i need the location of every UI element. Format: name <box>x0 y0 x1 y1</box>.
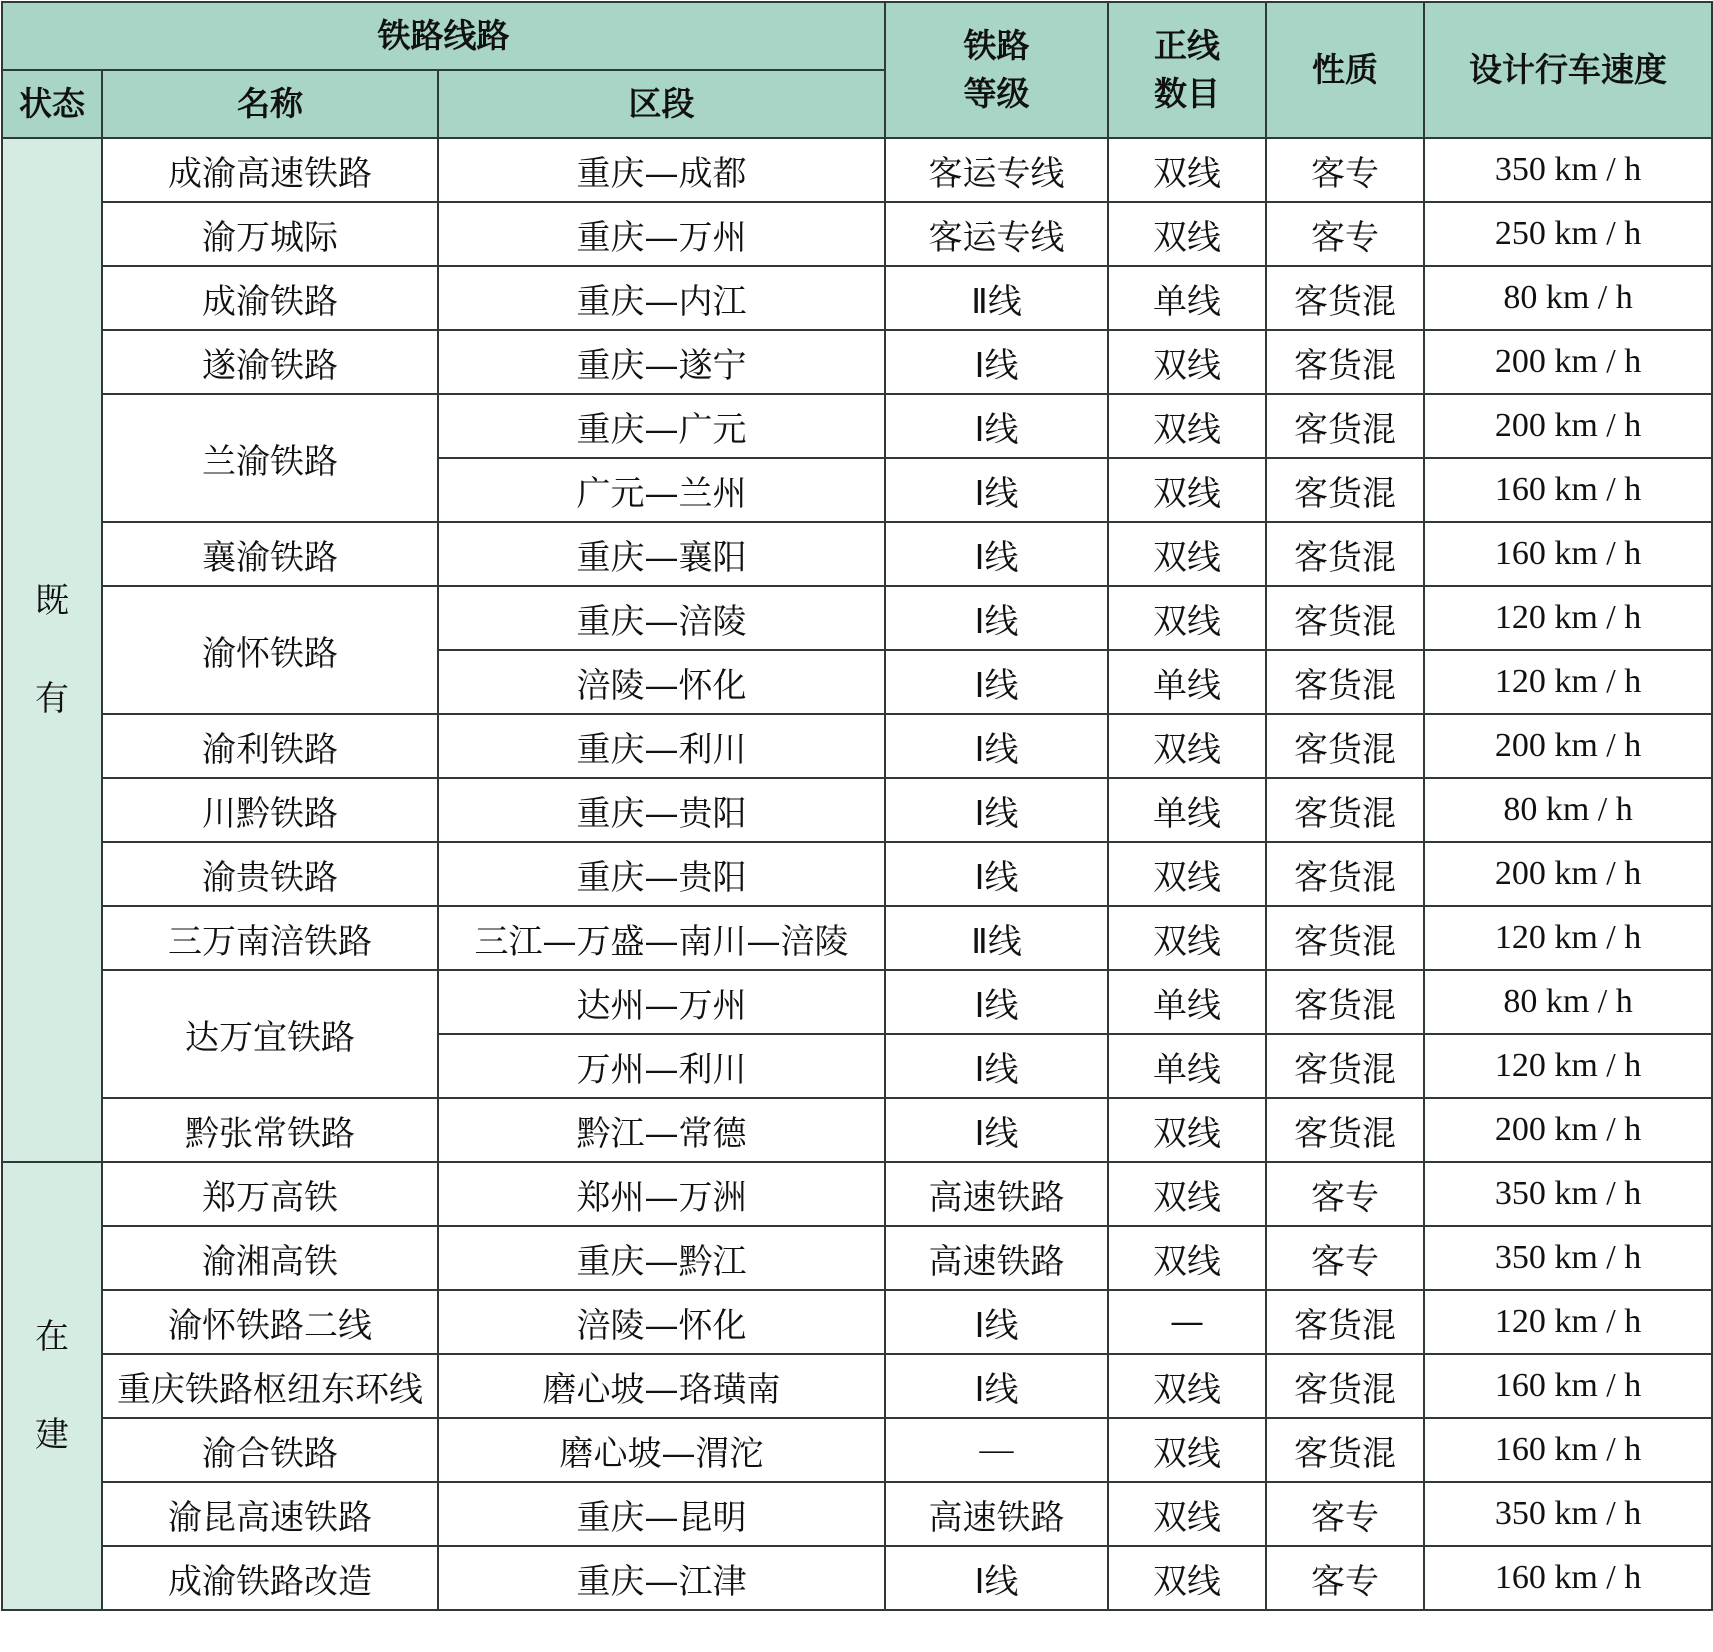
tracks-cell: 单线 <box>1108 1034 1266 1098</box>
status-cell: 既 有 <box>2 138 102 1162</box>
nature-cell: 客货混 <box>1266 458 1424 522</box>
table-row <box>2 714 1712 778</box>
speed-cell: 200 km / h <box>1424 394 1712 458</box>
tracks-cell: 单线 <box>1108 970 1266 1034</box>
tracks-cell: 双线 <box>1108 714 1266 778</box>
nature-cell: 客专 <box>1266 1162 1424 1226</box>
section-cell: 磨心坡—珞璜南 <box>438 1354 885 1418</box>
speed-cell: 160 km / h <box>1424 1354 1712 1418</box>
section-cell: 重庆—江津 <box>438 1546 885 1610</box>
speed-cell: 160 km / h <box>1424 1418 1712 1482</box>
header-railway-line: 铁路线路 <box>2 2 885 70</box>
header-grade <box>885 2 1108 138</box>
tracks-cell: — <box>1108 1290 1266 1354</box>
nature-cell: 客货混 <box>1266 1290 1424 1354</box>
nature-cell: 客货混 <box>1266 394 1424 458</box>
section-cell: 重庆—利川 <box>438 714 885 778</box>
line-name-cell: 渝万城际 <box>102 202 438 266</box>
tracks-cell: 双线 <box>1108 586 1266 650</box>
tracks-cell: 双线 <box>1108 394 1266 458</box>
table-body <box>2 138 1712 1610</box>
section-cell: 重庆—黔江 <box>438 1226 885 1290</box>
grade-cell: Ⅰ线 <box>885 650 1108 714</box>
nature-cell: 客货混 <box>1266 586 1424 650</box>
grade-cell: — <box>885 1418 1108 1482</box>
nature-cell: 客专 <box>1266 138 1424 202</box>
header-speed: 设计行车速度 <box>1424 2 1712 138</box>
nature-cell: 客专 <box>1266 1546 1424 1610</box>
section-cell: 涪陵—怀化 <box>438 650 885 714</box>
grade-cell: Ⅰ线 <box>885 714 1108 778</box>
nature-cell: 客专 <box>1266 1226 1424 1290</box>
table-row <box>2 394 1712 458</box>
tracks-cell: 双线 <box>1108 842 1266 906</box>
line-name-cell: 渝贵铁路 <box>102 842 438 906</box>
line-name-cell: 渝怀铁路 <box>102 586 438 714</box>
table-row <box>2 266 1712 330</box>
line-name-cell: 重庆铁路枢纽东环线 <box>102 1354 438 1418</box>
nature-cell: 客货混 <box>1266 778 1424 842</box>
speed-cell: 120 km / h <box>1424 1290 1712 1354</box>
grade-cell: Ⅰ线 <box>885 1546 1108 1610</box>
section-cell: 重庆—内江 <box>438 266 885 330</box>
line-name-cell: 成渝铁路改造 <box>102 1546 438 1610</box>
grade-cell: 高速铁路 <box>885 1226 1108 1290</box>
nature-cell: 客货混 <box>1266 970 1424 1034</box>
nature-cell: 客货混 <box>1266 1354 1424 1418</box>
speed-cell: 160 km / h <box>1424 458 1712 522</box>
nature-cell: 客货混 <box>1266 650 1424 714</box>
speed-cell: 120 km / h <box>1424 906 1712 970</box>
grade-cell: Ⅰ线 <box>885 1290 1108 1354</box>
tracks-cell: 双线 <box>1108 138 1266 202</box>
nature-cell: 客货混 <box>1266 842 1424 906</box>
line-name-cell: 三万南涪铁路 <box>102 906 438 970</box>
table-row <box>2 586 1712 650</box>
section-cell: 重庆—贵阳 <box>438 842 885 906</box>
tracks-cell: 单线 <box>1108 266 1266 330</box>
tracks-cell: 双线 <box>1108 1226 1266 1290</box>
grade-cell: Ⅰ线 <box>885 394 1108 458</box>
nature-cell: 客专 <box>1266 1482 1424 1546</box>
table-row <box>2 842 1712 906</box>
section-cell: 黔江—常德 <box>438 1098 885 1162</box>
section-cell: 重庆—襄阳 <box>438 522 885 586</box>
table-row <box>2 778 1712 842</box>
line-name-cell: 襄渝铁路 <box>102 522 438 586</box>
grade-cell: Ⅰ线 <box>885 842 1108 906</box>
line-name-cell: 成渝高速铁路 <box>102 138 438 202</box>
tracks-cell: 双线 <box>1108 330 1266 394</box>
header-tracks-text: 正线 数目 <box>1154 26 1221 113</box>
table-row <box>2 330 1712 394</box>
tracks-cell: 双线 <box>1108 458 1266 522</box>
tracks-cell: 双线 <box>1108 1162 1266 1226</box>
header-nature: 性质 <box>1266 2 1424 138</box>
grade-cell: Ⅰ线 <box>885 330 1108 394</box>
line-name-cell: 遂渝铁路 <box>102 330 438 394</box>
section-cell: 重庆—遂宁 <box>438 330 885 394</box>
speed-cell: 200 km / h <box>1424 1098 1712 1162</box>
tracks-cell: 双线 <box>1108 1482 1266 1546</box>
table-row <box>2 906 1712 970</box>
grade-cell: Ⅰ线 <box>885 970 1108 1034</box>
table-row <box>2 1290 1712 1354</box>
nature-cell: 客专 <box>1266 202 1424 266</box>
line-name-cell: 兰渝铁路 <box>102 394 438 522</box>
speed-cell: 80 km / h <box>1424 970 1712 1034</box>
speed-cell: 200 km / h <box>1424 714 1712 778</box>
tracks-cell: 单线 <box>1108 650 1266 714</box>
section-cell: 重庆—成都 <box>438 138 885 202</box>
line-name-cell: 达万宜铁路 <box>102 970 438 1098</box>
section-cell: 重庆—昆明 <box>438 1482 885 1546</box>
table-row <box>2 1354 1712 1418</box>
tracks-cell: 双线 <box>1108 1418 1266 1482</box>
nature-cell: 客货混 <box>1266 330 1424 394</box>
header-section: 区段 <box>438 70 885 138</box>
speed-cell: 120 km / h <box>1424 1034 1712 1098</box>
grade-cell: Ⅰ线 <box>885 522 1108 586</box>
line-name-cell: 渝合铁路 <box>102 1418 438 1482</box>
section-cell: 重庆—万州 <box>438 202 885 266</box>
line-name-cell: 渝昆高速铁路 <box>102 1482 438 1546</box>
section-cell: 万州—利川 <box>438 1034 885 1098</box>
table-row <box>2 1162 1712 1226</box>
table-row <box>2 1546 1712 1610</box>
table-row <box>2 1226 1712 1290</box>
line-name-cell: 川黔铁路 <box>102 778 438 842</box>
tracks-cell: 单线 <box>1108 778 1266 842</box>
line-name-cell: 渝怀铁路二线 <box>102 1290 438 1354</box>
table-row <box>2 1418 1712 1482</box>
table-row <box>2 202 1712 266</box>
grade-cell: Ⅰ线 <box>885 586 1108 650</box>
section-cell: 重庆—贵阳 <box>438 778 885 842</box>
speed-cell: 160 km / h <box>1424 1546 1712 1610</box>
grade-cell: Ⅰ线 <box>885 1034 1108 1098</box>
speed-cell: 200 km / h <box>1424 842 1712 906</box>
table-row <box>2 1098 1712 1162</box>
grade-cell: Ⅰ线 <box>885 1098 1108 1162</box>
section-cell: 达州—万州 <box>438 970 885 1034</box>
table-row <box>2 1482 1712 1546</box>
section-cell: 磨心坡—渭沱 <box>438 1418 885 1482</box>
grade-cell: 高速铁路 <box>885 1482 1108 1546</box>
speed-cell: 80 km / h <box>1424 266 1712 330</box>
section-cell: 广元—兰州 <box>438 458 885 522</box>
nature-cell: 客货混 <box>1266 906 1424 970</box>
nature-cell: 客货混 <box>1266 266 1424 330</box>
speed-cell: 80 km / h <box>1424 778 1712 842</box>
speed-cell: 120 km / h <box>1424 650 1712 714</box>
nature-cell: 客货混 <box>1266 1098 1424 1162</box>
section-cell: 重庆—涪陵 <box>438 586 885 650</box>
grade-cell: Ⅱ线 <box>885 266 1108 330</box>
line-name-cell: 黔张常铁路 <box>102 1098 438 1162</box>
section-cell: 三江—万盛—南川—涪陵 <box>438 906 885 970</box>
tracks-cell: 双线 <box>1108 1546 1266 1610</box>
speed-cell: 350 km / h <box>1424 1162 1712 1226</box>
tracks-cell: 双线 <box>1108 906 1266 970</box>
grade-cell: Ⅰ线 <box>885 1354 1108 1418</box>
speed-cell: 120 km / h <box>1424 586 1712 650</box>
tracks-cell: 双线 <box>1108 522 1266 586</box>
grade-cell: Ⅰ线 <box>885 778 1108 842</box>
grade-cell: Ⅱ线 <box>885 906 1108 970</box>
grade-cell: Ⅰ线 <box>885 458 1108 522</box>
tracks-cell: 双线 <box>1108 202 1266 266</box>
table-row <box>2 138 1712 202</box>
railway-table <box>1 1 1713 1611</box>
speed-cell: 250 km / h <box>1424 202 1712 266</box>
speed-cell: 350 km / h <box>1424 1226 1712 1290</box>
table-row <box>2 970 1712 1034</box>
speed-cell: 350 km / h <box>1424 1482 1712 1546</box>
status-cell: 在 建 <box>2 1162 102 1610</box>
tracks-cell: 双线 <box>1108 1098 1266 1162</box>
speed-cell: 200 km / h <box>1424 330 1712 394</box>
section-cell: 涪陵—怀化 <box>438 1290 885 1354</box>
nature-cell: 客货混 <box>1266 1418 1424 1482</box>
nature-cell: 客货混 <box>1266 522 1424 586</box>
section-cell: 重庆—广元 <box>438 394 885 458</box>
header-grade-text: 铁路 等级 <box>963 26 1030 113</box>
nature-cell: 客货混 <box>1266 1034 1424 1098</box>
grade-cell: 高速铁路 <box>885 1162 1108 1226</box>
grade-cell: 客运专线 <box>885 138 1108 202</box>
line-name-cell: 郑万高铁 <box>102 1162 438 1226</box>
header-tracks <box>1108 2 1266 138</box>
header-name: 名称 <box>102 70 438 138</box>
table-row <box>2 522 1712 586</box>
line-name-cell: 渝湘高铁 <box>102 1226 438 1290</box>
speed-cell: 350 km / h <box>1424 138 1712 202</box>
header-status: 状态 <box>2 70 102 138</box>
line-name-cell: 渝利铁路 <box>102 714 438 778</box>
grade-cell: 客运专线 <box>885 202 1108 266</box>
line-name-cell: 成渝铁路 <box>102 266 438 330</box>
nature-cell: 客货混 <box>1266 714 1424 778</box>
section-cell: 郑州—万洲 <box>438 1162 885 1226</box>
speed-cell: 160 km / h <box>1424 522 1712 586</box>
tracks-cell: 双线 <box>1108 1354 1266 1418</box>
